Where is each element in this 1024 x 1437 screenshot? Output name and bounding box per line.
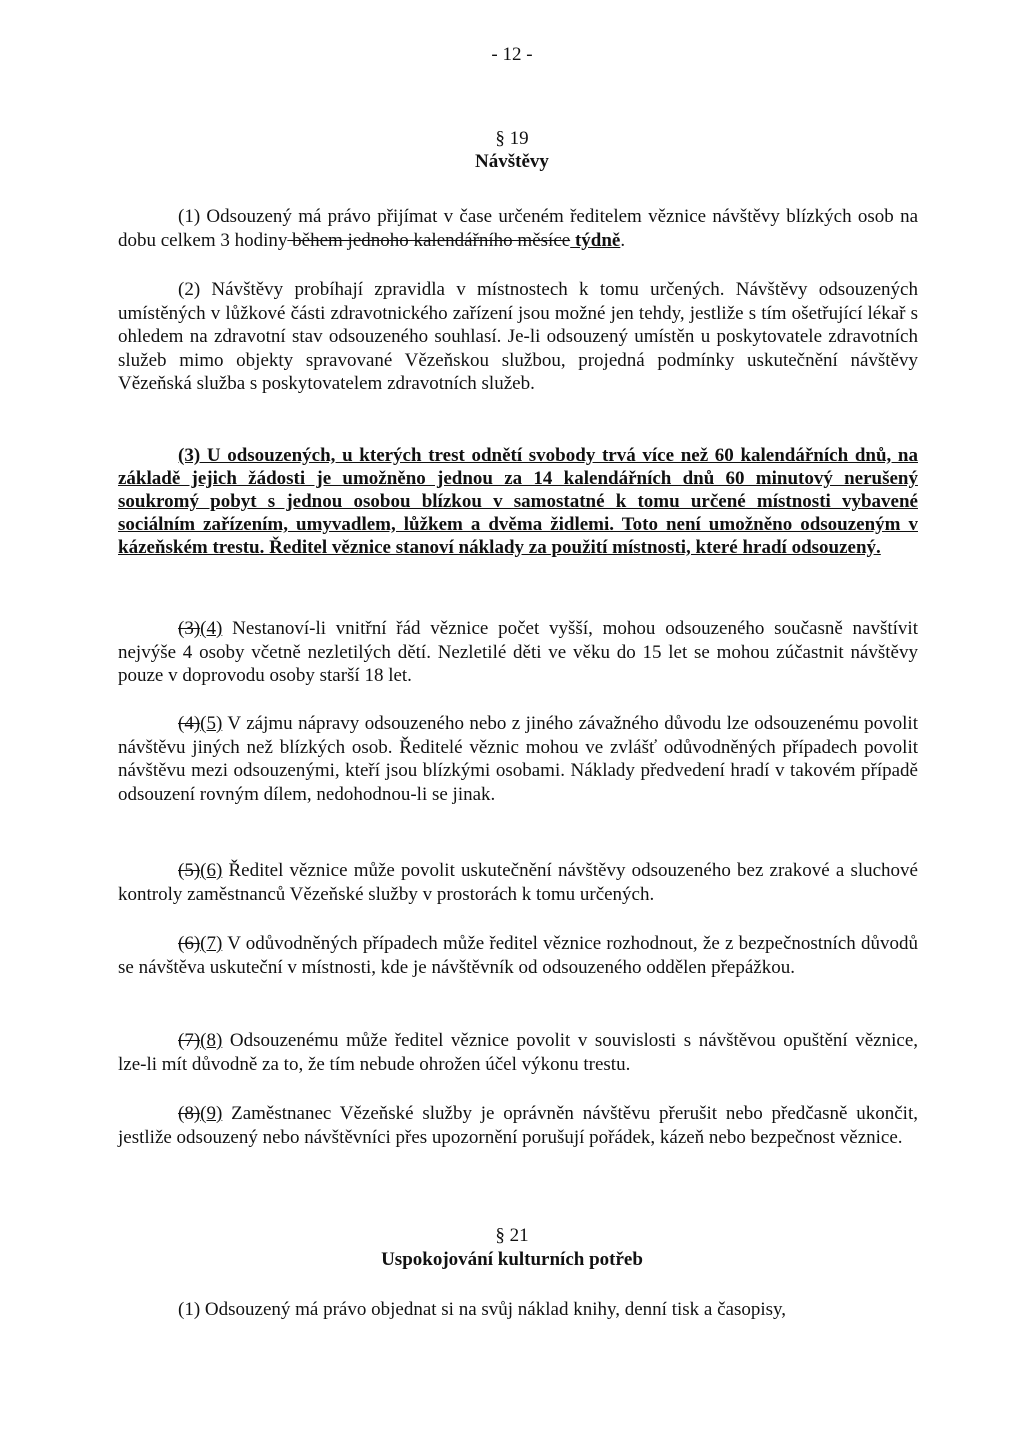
paragraph-7-text: V odůvodněných případech může ředitel věznice rozhodnout, že z bezpečnostních důvodů se návštěva uskuteční v místnosti, kde je návštěvník od odsouzeného oddělen přepážkou. [118, 933, 918, 978]
paragraph-5 [118, 712, 918, 806]
paragraph-9 [118, 1102, 918, 1149]
page-number: - 12 - [491, 44, 533, 65]
section-21-number: § 21 [495, 1225, 529, 1246]
old-number: (8) [178, 1103, 201, 1124]
paragraph-8 [118, 1029, 918, 1076]
inserted-text: týdně [570, 229, 621, 251]
old-number: (6) [178, 933, 201, 954]
paragraph-5-text: V zájmu nápravy odsouzeného nebo z jiného závažného důvodu lze odsouzenému povolit návštěvu jiných než blízkých osob. Ředitelé věznic mohou ve zvlášť odůvodněných případech povolit návštěvu mezi odsouzenými, kteří jsou blízkými osobami. Náklady předvedení hradí v takovém případě odsouzení rovným dílem, nedohodnou-li se jinak. [118, 713, 918, 805]
paragraph-6 [118, 859, 918, 906]
paragraph-4-text: Nestanoví-li vnitřní řád věznice počet vyšší, mohou odsouzeného současně navštívit nejvýše 4 osoby včetně nezletilých dětí. Nezletilé děti ve věku do 15 let se mohou zúčastnit návštěvy pouze v doprovodu osoby starší 18 let. [118, 618, 918, 686]
old-number: (5) [178, 860, 201, 881]
old-number: (3) [178, 618, 201, 639]
new-number: (5) [200, 713, 223, 734]
new-number: (7) [200, 933, 223, 954]
section-21-title: Uspokojování kulturních potřeb [381, 1249, 643, 1270]
old-number: (7) [178, 1030, 201, 1051]
paragraph-9-text: Zaměstnanec Vězeňské služby je oprávněn návštěvu přerušit nebo předčasně ukončit, jestliže odsouzený nebo návštěvníci přes upozornění porušují pořádek, kázeň nebo bezpečnost věznice. [118, 1103, 918, 1148]
paragraph-3-inserted: (3) U odsouzených, u kterých trest odnětí svobody trvá více než 60 kalendářních dnů, na základě jejich žádosti je umožněno jednou za 14 kalendářních dnů 60 minutový nerušený soukromý pobyt s jednou osobou blízkou v samostatné k tomu určené místnosti vybavené sociálním zařízením, umyvadlem, lůžkem a dvěma židlemi. Toto není umožněno odsouzeným v kázeňském trestu. Ředitel věznice stanoví náklady za použití místnosti, které hradí odsouzený. [118, 445, 918, 558]
paragraph-1-end: . [620, 229, 626, 251]
section-21-paragraph-1: (1) Odsouzený má právo objednat si na svůj náklad knihy, denní tisk a časopisy, [178, 1299, 787, 1320]
paragraph-6-text: Ředitel věznice může povolit uskutečnění návštěvy odsouzeného bez zrakové a sluchové kontroly zaměstnanců Vězeňské služby v prostorách k tomu určených. [118, 860, 918, 905]
paragraph-4 [118, 617, 918, 688]
section-19-title: Návštěvy [475, 151, 549, 172]
paragraph-7 [118, 932, 918, 979]
deleted-text: během jednoho kalendářního měsíce [287, 229, 571, 251]
section-19-number: § 19 [495, 128, 529, 149]
new-number: (4) [200, 618, 223, 639]
paragraph-2: (2) Návštěvy probíhají zpravidla v místnostech k tomu určených. Návštěvy odsouzených umístěných v lůžkové části zdravotnického zařízení jsou možné jen tehdy, jestliže s tím ošetřující lékař s ohledem na zdravotní stav odsouzeného souhlasí. Je-li odsouzený umístěn u poskytovatele zdravotních služeb mimo objekty spravované Vězeňskou službou, projedná podmínky uskutečnění návštěvy Vězeňská služba s poskytovatelem zdravotních služeb. [118, 279, 918, 394]
paragraph-1 [118, 205, 918, 252]
old-number: (4) [178, 713, 201, 734]
new-number: (6) [200, 860, 223, 881]
new-number: (9) [200, 1103, 223, 1124]
new-number: (8) [200, 1030, 223, 1051]
paragraph-8-text: Odsouzenému může ředitel věznice povolit v souvislosti s návštěvou opuštění věznice, lze-li mít důvodně za to, že tím nebude ohrožen účel výkonu trestu. [118, 1030, 918, 1075]
paragraph-1-text: (1) Odsouzený má právo přijímat v čase určeném ředitelem věznice návštěvy blízkých osob na dobu celkem 3 hodiny [118, 206, 918, 251]
